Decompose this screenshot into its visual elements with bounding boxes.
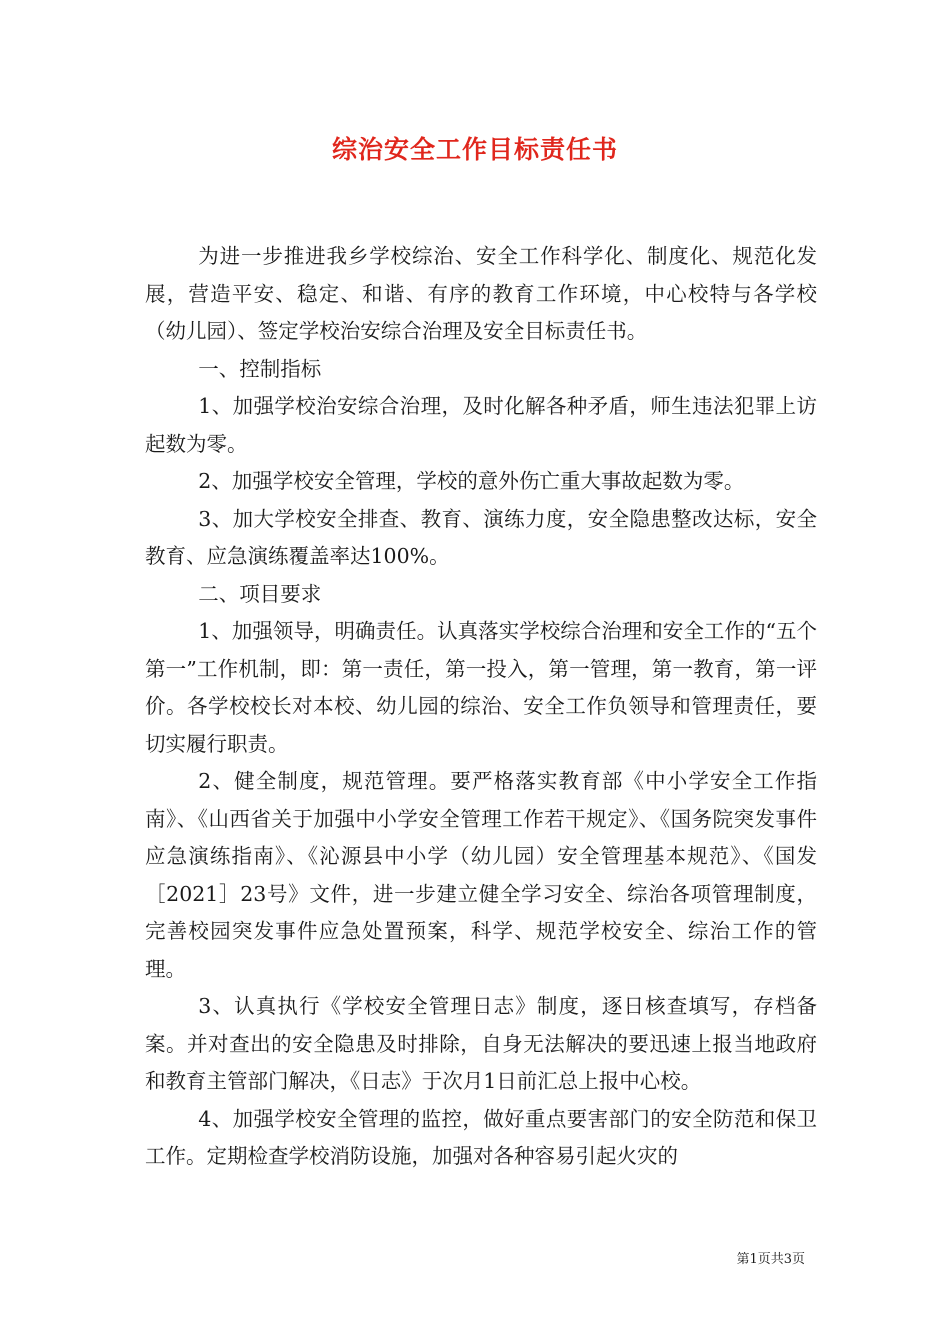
requirement-item-1: 1、加强领导，明确责任。认真落实学校综合治理和安全工作的“五个第一”工作机制，即：第一责任，第一投入，第一管理，第一教育，第一评价。各学校校长对本校、幼儿园的综治、安全工作负领导和管理责任，要切实履行职责。: [145, 619, 817, 756]
document-title: 综治安全工作目标责任书: [331, 135, 618, 164]
indicator-item-2: 2、加强学校安全管理，学校的意外伤亡重大事故起数为零。: [198, 469, 745, 493]
intro-paragraph: 为进一步推进我乡学校综治、安全工作科学化、制度化、规范化发展，营造平安、稳定、和谐、有序的教育工作环境，中心校特与各学校（幼儿园）、签定学校治安综合治理及安全目标责任书。: [145, 244, 817, 343]
section-heading-project-requirements: 二、项目要求: [198, 581, 322, 606]
requirement-item-2: 2、健全制度，规范管理。要严格落实教育部《中小学安全工作指南》、《山西省关于加强中小学安全管理工作若干规定》、《国务院突发事件应急演练指南》、《沁源县中小学（幼儿园）安全管理基本规范》、《国发［2021］23号》文件，进一步建立健全学习安全、综治各项管理制度，完善校园突发事件应急处置预案，科学、规范学校安全、综治工作的管理。: [145, 769, 817, 981]
section-heading-control-indicators: 一、控制指标: [198, 356, 322, 381]
requirement-item-3: 3、认真执行《学校安全管理日志》制度，逐日核查填写，存档备案。并对查出的安全隐患及时排除，自身无法解决的要迅速上报当地政府和教育主管部门解决，《日志》于次月1日前汇总上报中心校。: [145, 994, 817, 1093]
indicator-item-1: 1、加强学校治安综合治理，及时化解各种矛盾，师生违法犯罪上访起数为零。: [145, 394, 817, 456]
page-number: 第1页共3页: [736, 1252, 805, 1267]
document-body: [145, 238, 817, 1176]
indicator-item-3: 3、加大学校安全排查、教育、演练力度，安全隐患整改达标，安全教育、应急演练覆盖率达100%。: [145, 506, 817, 568]
requirement-item-4: 4、加强学校安全管理的监控，做好重点要害部门的安全防范和保卫工作。定期检查学校消防设施，加强对各种容易引起火灾的: [145, 1106, 817, 1168]
